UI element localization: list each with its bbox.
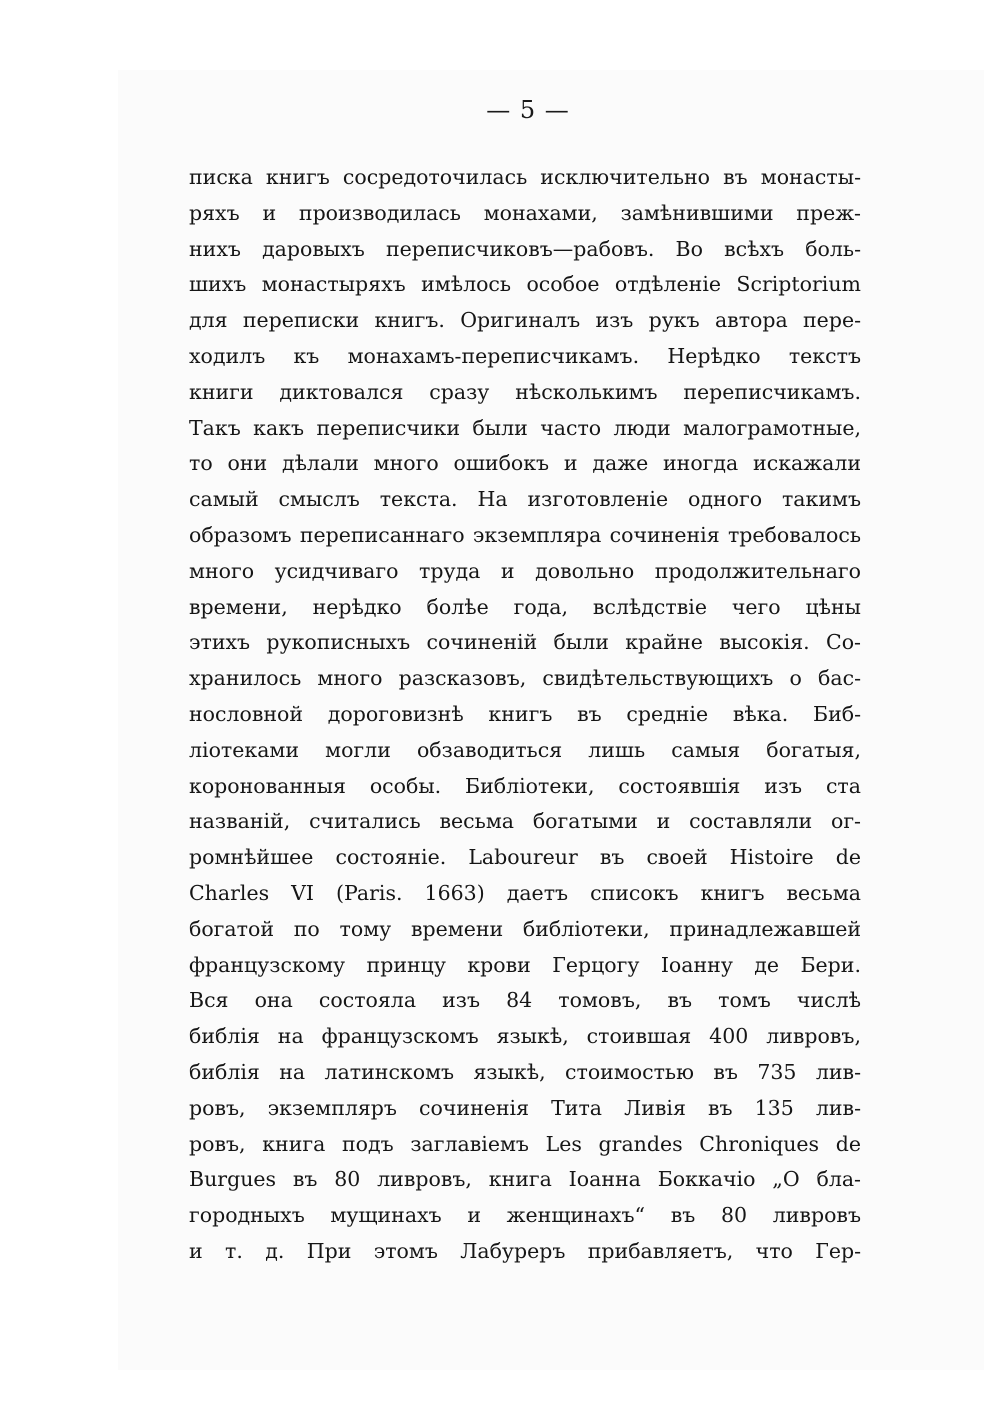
- text-line: французскому принцу крови Герцогу Іоанну де Бери.: [189, 952, 861, 977]
- text-line: шихъ монастыряхъ имѣлось особое отдѣленіе Scriptorium: [189, 272, 861, 297]
- text-line: хранилось много разсказовъ, свидѣтельствующихъ о бас-: [189, 666, 861, 691]
- text-line: ряхъ и производилась монахами, замѣнившими преж-: [189, 200, 861, 225]
- text-line: нословной дороговизнѣ книгъ въ средніе вѣка. Биб-: [189, 701, 861, 726]
- text-line: времени, нерѣдко болѣе года, вслѣдствіе чего цѣны: [189, 594, 861, 619]
- text-line: ровъ, экземпляръ сочиненія Тита Ливія въ 135 лив-: [189, 1095, 861, 1120]
- text-line: библія на французскомъ языкѣ, стоившая 400 ливровъ,: [189, 1024, 861, 1049]
- text-line: образомъ переписаннаго экземпляра сочиненія требовалось: [189, 522, 861, 547]
- text-line: городныхъ мущинахъ и женщинахъ“ въ 80 ливровъ: [189, 1203, 861, 1228]
- text-line: для переписки книгъ. Оригиналъ изъ рукъ автора пере-: [189, 308, 861, 333]
- text-line: ровъ, книга подъ заглавіемъ Les grandes Chroniques de: [189, 1131, 861, 1156]
- text-line: Такъ какъ переписчики были часто люди малограмотные,: [189, 415, 861, 440]
- text-line: нихъ даровыхъ переписчиковъ—рабовъ. Во всѣхъ боль-: [189, 236, 861, 261]
- text-line: много усидчиваго труда и довольно продолжительнаго: [189, 558, 861, 583]
- text-line: Charles VI (Paris. 1663) даетъ списокъ книгъ весьма: [189, 880, 861, 905]
- body-text: [189, 160, 861, 1270]
- text-line: то они дѣлали много ошибокъ и даже иногда искажали: [189, 451, 861, 476]
- text-line: ходилъ къ монахамъ-переписчикамъ. Нерѣдко текстъ: [189, 343, 861, 368]
- text-line: коронованныя особы. Библіотеки, состоявшія изъ ста: [189, 773, 861, 798]
- text-line: книги диктовался сразу нѣсколькимъ переписчикамъ.: [189, 379, 861, 404]
- text-line: Burgues въ 80 ливровъ, книга Іоанна Боккачіо „О бла-: [189, 1167, 861, 1192]
- text-line: писка книгъ сосредоточилась исключительно въ монасты-: [189, 165, 861, 189]
- text-line: ліотеками могли обзаводиться лишь самыя богатыя,: [189, 737, 861, 762]
- text-line: и т. д. При этомъ Лабуреръ прибавляетъ, что Гер-: [189, 1238, 861, 1263]
- text-line: этихъ рукописныхъ сочиненій были крайне высокія. Со-: [189, 630, 861, 655]
- text-line: самый смыслъ текста. На изготовленіе одного такимъ: [189, 487, 861, 512]
- page-number: — 5 —: [486, 96, 570, 124]
- text-line: библія на латинскомъ языкѣ, стоимостью въ 735 лив-: [189, 1059, 861, 1084]
- text-line: богатой по тому времени библіотеки, принадлежавшей: [189, 916, 861, 941]
- text-line: названій, считались весьма богатыми и составляли ог-: [189, 809, 861, 834]
- text-line: ромнѣйшее состояніе. Laboureur въ своей Histoire de: [189, 845, 861, 870]
- text-line: Вся она состояла изъ 84 томовъ, въ томъ числѣ: [189, 988, 861, 1013]
